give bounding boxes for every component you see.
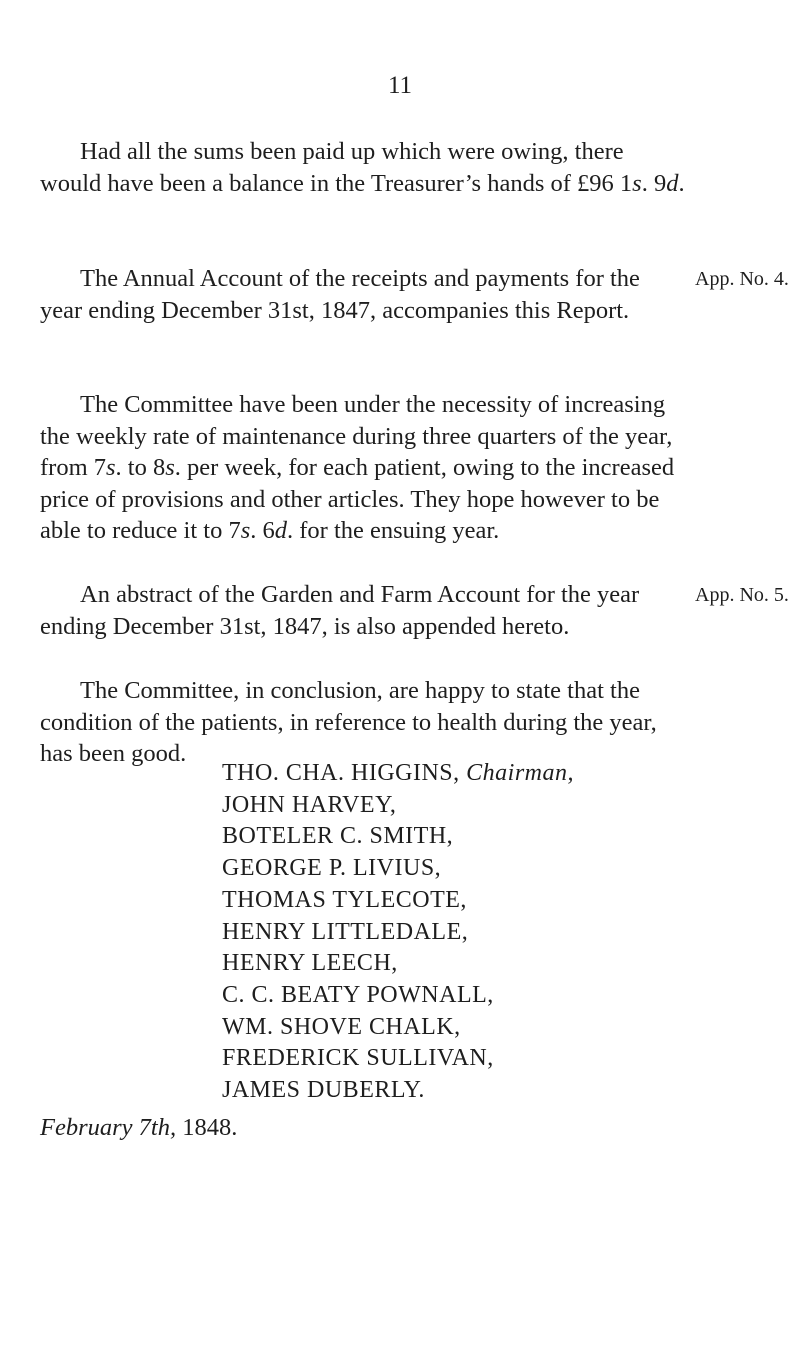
- signatory-chairman: [222, 758, 574, 790]
- pence-unit: d: [274, 517, 287, 544]
- signatory: JAMES DUBERLY.: [222, 1077, 425, 1104]
- shilling-unit: s: [240, 517, 251, 544]
- chairman-title: Chairman,: [466, 760, 575, 786]
- report-date-day: February 7th,: [40, 1114, 177, 1141]
- signatory: WM. SHOVE CHALK,: [222, 1013, 461, 1040]
- paragraph-maintenance-a: The Committee have been under the necessity of increasing the weekly rate of maintenance during three quarters of the year, from 7: [40, 391, 673, 481]
- signatory-name: THO. CHA. HIGGINS,: [222, 760, 460, 786]
- shilling-unit: s: [106, 454, 116, 481]
- report-date-year: 1848.: [182, 1114, 238, 1141]
- paragraph-annual-account: [40, 263, 685, 326]
- paragraph-maintenance-e: . for the ensuing year.: [287, 517, 500, 544]
- signatories-list: [222, 758, 574, 1107]
- signatory: GEORGE P. LIVIUS,: [222, 855, 442, 882]
- pence-unit: d: [666, 169, 679, 197]
- paragraph-balance: [40, 136, 685, 199]
- shilling-unit: s: [632, 169, 642, 197]
- page-number: 11: [387, 72, 413, 99]
- signatory: HENRY LITTLEDALE,: [222, 918, 469, 945]
- paragraph-balance-end: .: [678, 169, 685, 197]
- signatory: FREDERICK SULLIVAN,: [222, 1045, 494, 1072]
- paragraph-annual-account-text: The Annual Account of the receipts and payments for the year ending December 31st, 1847, accompanies this Report.: [40, 265, 640, 324]
- shilling-unit: s: [165, 454, 175, 481]
- paragraph-balance-mid: . 9: [641, 169, 667, 197]
- signatory: HENRY LEECH,: [222, 950, 398, 977]
- paragraph-maintenance-d: . 6: [250, 517, 275, 544]
- paragraph-conclusion: [40, 675, 685, 770]
- signatory: THOMAS TYLECOTE,: [222, 886, 467, 913]
- signatory: BOTELER C. SMITH,: [222, 823, 454, 850]
- paragraph-balance-text: Had all the sums been paid up which were owing, there would have been a balance in the Treasurer’s hands of £96 1: [40, 138, 633, 197]
- margin-note-app-4: App. No. 4.: [695, 268, 789, 290]
- signatory: C. C. BEATY POWNALL,: [222, 981, 494, 1008]
- margin-note-app-5: App. No. 5.: [695, 584, 789, 606]
- paragraph-maintenance-c: . per week, for each patient, owing to the increased price of provisions and other articles. They hope however to be able to reduce it to 7: [40, 454, 675, 544]
- paragraph-maintenance-rate: [40, 389, 685, 547]
- signatory: JOHN HARVEY,: [222, 791, 397, 818]
- report-date: [40, 1114, 237, 1142]
- paragraph-garden-farm-text: An abstract of the Garden and Farm Account for the year ending December 31st, 1847, is also appended hereto.: [40, 581, 640, 640]
- paragraph-conclusion-text: The Committee, in conclusion, are happy to state that the condition of the patients, in reference to health during the year, has been good.: [40, 677, 657, 767]
- paragraph-garden-farm: [40, 579, 685, 642]
- paragraph-maintenance-b: . to 8: [115, 454, 166, 481]
